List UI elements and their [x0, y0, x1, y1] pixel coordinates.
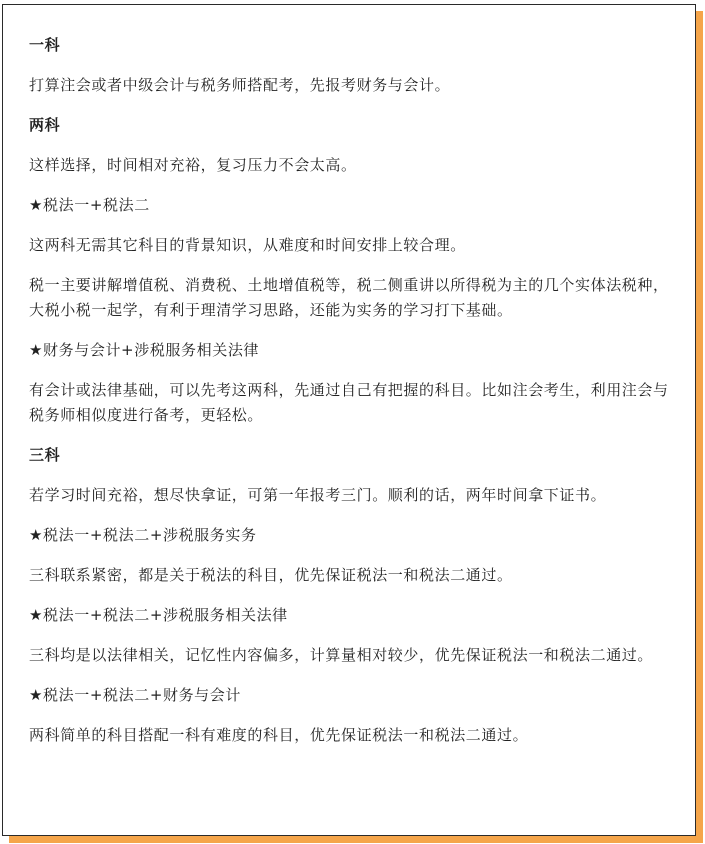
paragraph: 这样选择，时间相对充裕，复习压力不会太高。 — [29, 156, 357, 174]
option-line: ★税法一+税法二+涉税服务相关法律 — [29, 606, 288, 624]
paragraph: 打算注会或者中级会计与税务师搭配考，先报考财务与会计。 — [29, 76, 451, 94]
paragraph: 三科联系紧密，都是关于税法的科目，优先保证税法一和税法二通过。 — [29, 566, 513, 584]
paragraph: 税一主要讲解增值税、消费税、土地增值税等，税二侧重讲以所得税为主的几个实体法税种，大税小税一起学，有利于理清学习思路，还能为实务的学习打下基础。 — [29, 276, 669, 319]
section-heading-one-subject: 一科 — [29, 36, 61, 54]
option-line: ★税法一+税法二+财务与会计 — [29, 686, 241, 704]
paragraph: 两科简单的科目搭配一科有难度的科目，优先保证税法一和税法二通过。 — [29, 726, 529, 744]
option-line: ★税法一+税法二+涉税服务实务 — [29, 526, 257, 544]
section-heading-two-subjects: 两科 — [29, 116, 61, 134]
article-card — [2, 4, 696, 836]
paragraph: 若学习时间充裕，想尽快拿证，可第一年报考三门。顺利的话，两年时间拿下证书。 — [29, 486, 607, 504]
section-heading-three-subjects: 三科 — [29, 446, 61, 464]
option-line: ★财务与会计+涉税服务相关法律 — [29, 341, 260, 359]
paragraph: 三科均是以法律相关，记忆性内容偏多，计算量相对较少，优先保证税法一和税法二通过。 — [29, 646, 654, 664]
paragraph: 这两科无需其它科目的背景知识，从难度和时间安排上较合理。 — [29, 236, 466, 254]
option-line: ★税法一+税法二 — [29, 196, 150, 214]
paragraph: 有会计或法律基础，可以先考这两科，先通过自己有把握的科目。比如注会考生，利用注会与税务师相似度进行备考，更轻松。 — [29, 381, 669, 424]
